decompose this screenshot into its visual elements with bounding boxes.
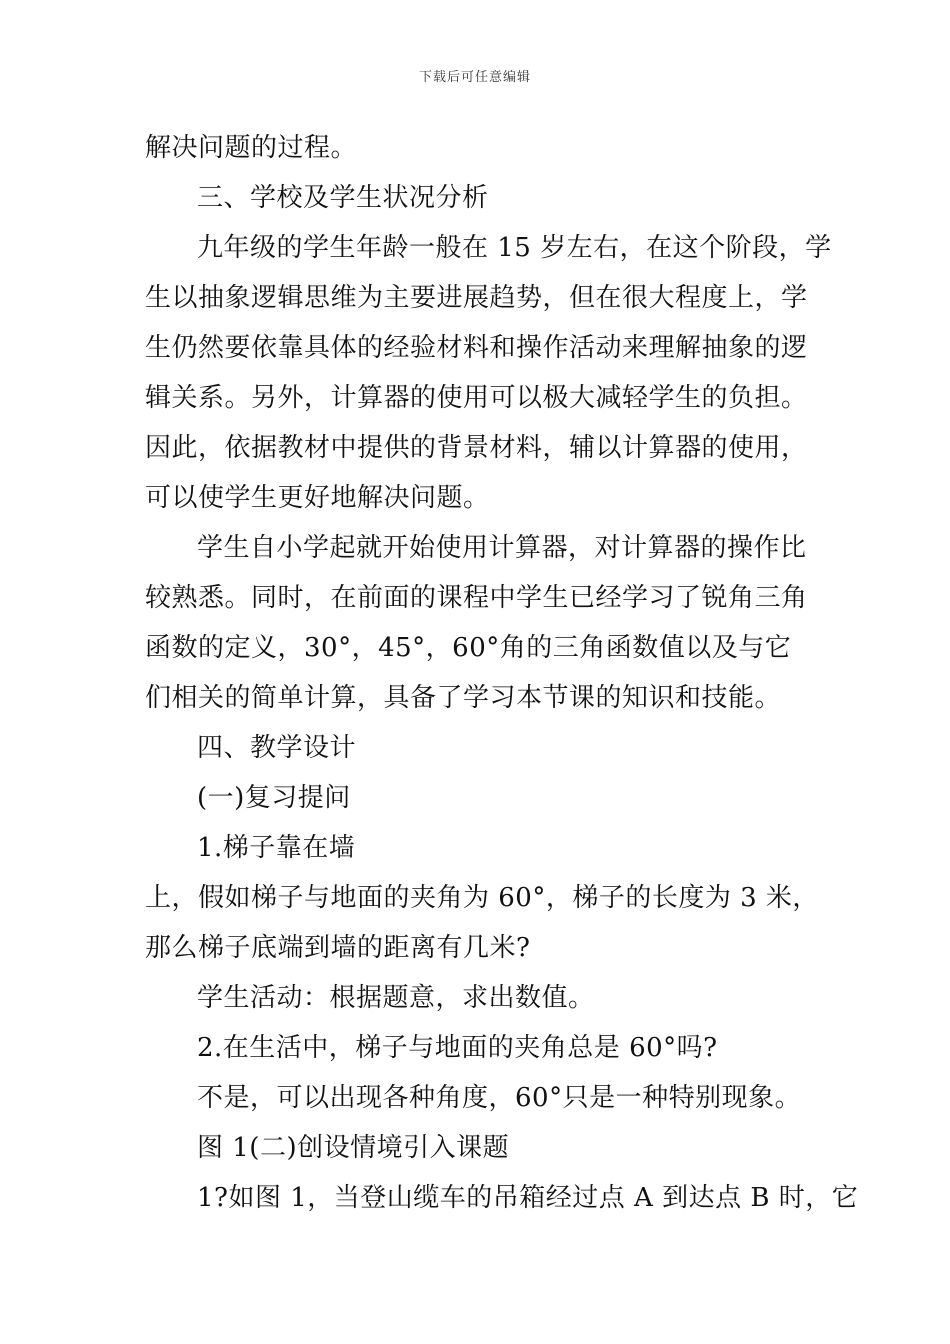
paragraph-line: 可以使学生更好地解决问题。 bbox=[145, 483, 490, 513]
question-line: 1.梯子靠在墙 bbox=[197, 833, 356, 863]
subsection-heading: (一)复习提问 bbox=[197, 783, 351, 813]
section-heading: 四、教学设计 bbox=[197, 733, 357, 763]
paragraph-line: 辑关系。另外，计算器的使用可以极大减轻学生的负担。 bbox=[145, 383, 808, 413]
paragraph-line: 九年级的学生年龄一般在 15 岁左右，在这个阶段，学 bbox=[197, 233, 832, 263]
answer-line: 不是，可以出现各种角度，60°只是一种特别现象。 bbox=[197, 1083, 802, 1113]
question-line: 上，假如梯子与地面的夹角为 60°，梯子的长度为 3 米， bbox=[145, 883, 819, 913]
paragraph-line: 1?如图 1，当登山缆车的吊箱经过点 A 到达点 B 时，它 bbox=[197, 1183, 859, 1213]
paragraph-line: 解决问题的过程。 bbox=[145, 133, 358, 163]
paragraph-line: 函数的定义，30°，45°，60°角的三角函数值以及与它 bbox=[145, 633, 792, 663]
subsection-heading: 图 1(二)创设情境引入课题 bbox=[197, 1133, 510, 1163]
question-line: 那么梯子底端到墙的距离有几米? bbox=[145, 933, 531, 963]
section-heading: 三、学校及学生状况分析 bbox=[197, 183, 489, 213]
paragraph-line: 生仍然要依靠具体的经验材料和操作活动来理解抽象的逻 bbox=[145, 333, 808, 363]
activity-line: 学生活动：根据题意，求出数值。 bbox=[197, 983, 595, 1013]
paragraph-line: 们相关的简单计算，具备了学习本节课的知识和技能。 bbox=[145, 683, 782, 713]
paragraph-line: 学生自小学起就开始使用计算器，对计算器的操作比 bbox=[197, 533, 807, 563]
page-header: 下载后可任意编辑 bbox=[418, 70, 531, 85]
paragraph-line: 较熟悉。同时，在前面的课程中学生已经学习了锐角三角 bbox=[145, 583, 808, 613]
question-line: 2.在生活中，梯子与地面的夹角总是 60°吗? bbox=[197, 1033, 718, 1063]
paragraph-line: 因此，依据教材中提供的背景材料，辅以计算器的使用， bbox=[145, 433, 808, 463]
paragraph-line: 生以抽象逻辑思维为主要进展趋势，但在很大程度上，学 bbox=[145, 283, 808, 313]
